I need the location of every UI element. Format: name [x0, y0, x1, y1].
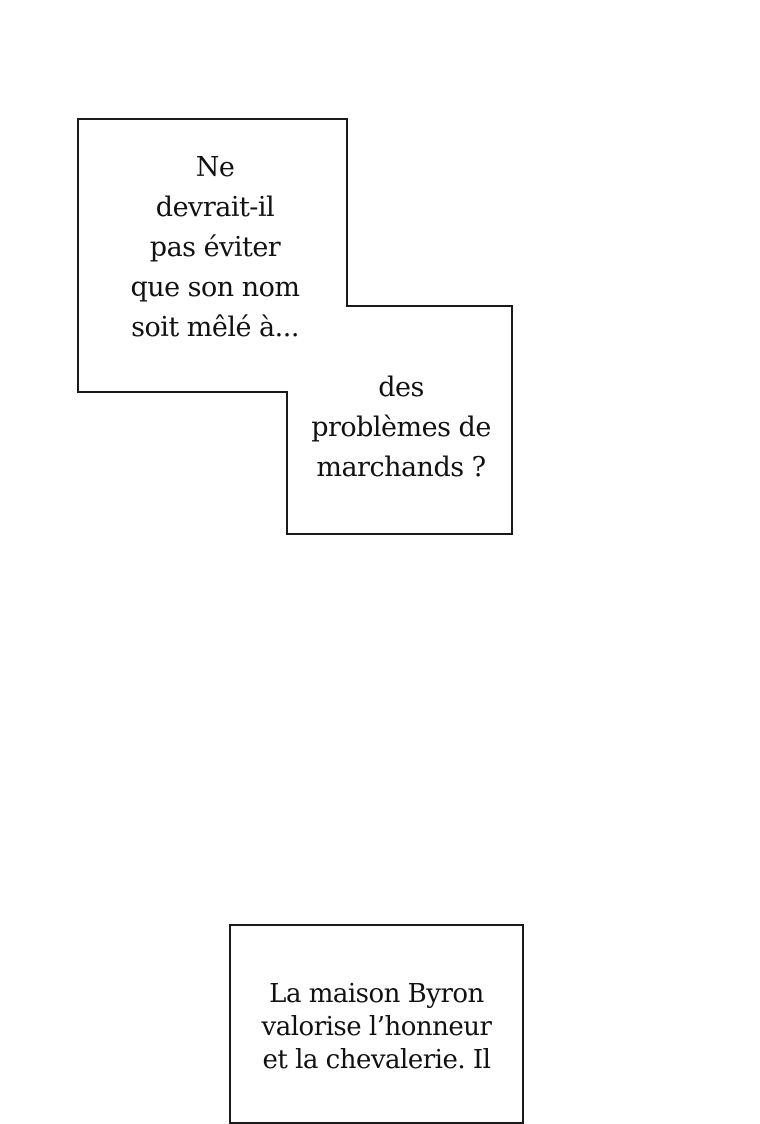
caption-line: des	[378, 372, 424, 403]
caption-line: pas éviter	[149, 232, 281, 263]
caption-line: que son nom	[130, 272, 300, 303]
caption-line: La maison Byron	[269, 979, 484, 1009]
caption-line: Ne	[195, 152, 235, 183]
caption-bottom-text	[231, 978, 522, 1077]
caption-top-text	[110, 148, 320, 348]
caption-line: soit mêlé à...	[131, 312, 299, 343]
caption-line: valorise l’honneur	[261, 1012, 492, 1042]
caption-line: marchands ?	[316, 452, 486, 483]
caption-middle-text	[296, 368, 506, 488]
caption-line: problèmes de	[311, 412, 491, 443]
caption-line: devrait-il	[155, 192, 275, 223]
caption-line: et la chevalerie. Il	[262, 1045, 491, 1075]
caption-bottom-box	[229, 924, 524, 1124]
